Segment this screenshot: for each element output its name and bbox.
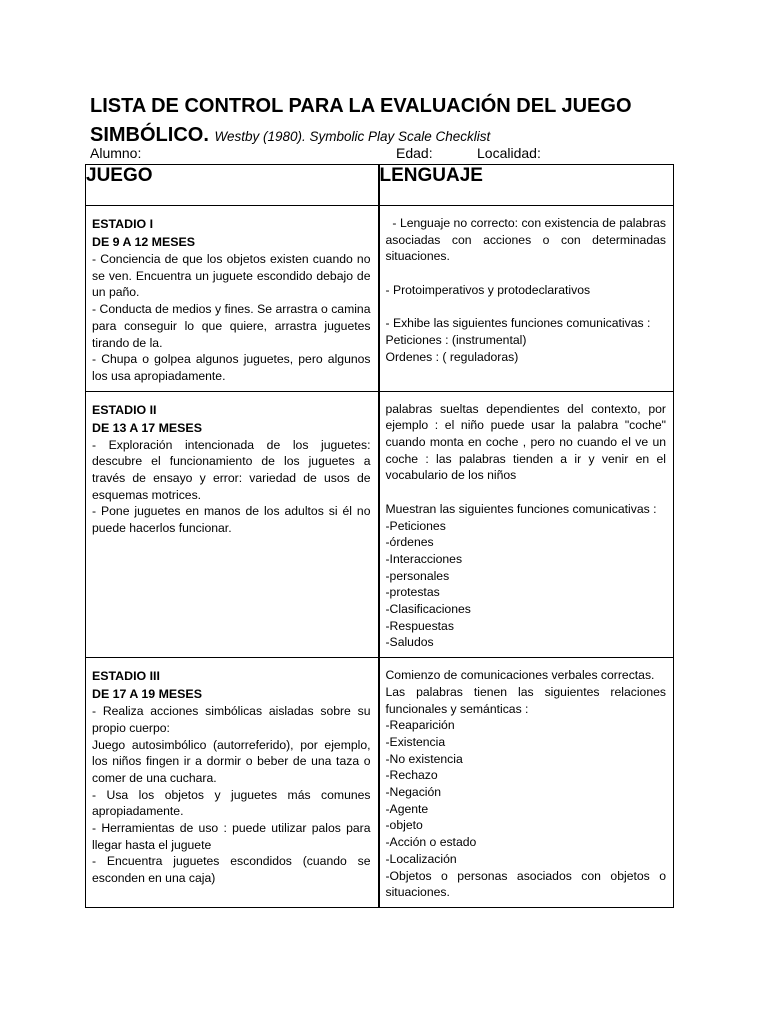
stage-1-name: ESTADIO I (92, 217, 154, 231)
list-item: -órdenes (385, 535, 434, 550)
table-row-stage-1 (86, 206, 674, 392)
stage-3-juego-item: - Herramientas de uso : puede utilizar palos para llegar hasta el juguete (92, 821, 371, 852)
subtitle-text: Westby (1980). Symbolic Play Scale Checklist (214, 129, 491, 144)
list-item: -Reaparición (385, 718, 455, 733)
stage-2-lenguaje-text: palabras sueltas dependientes del contexto, por ejemplo : el niño puede usar la palabra "coche" cuando monta en coche , pero no cuando el ve un coche : las palabras tienden a ir y venir en el vocabulario de los niños (385, 401, 666, 483)
stage-3-juego-item: - Encuentra juguetes escondidos (cuando se esconden en una caja) (92, 854, 371, 886)
table-row-stage-3 (86, 658, 674, 908)
list-item: -Clasificaciones (385, 602, 471, 617)
stage-3-juego-cell (86, 658, 379, 908)
stage-1-juego-item: - Chupa o golpea algunos juguetes, pero algunos los usa apropiadamente. (92, 352, 371, 383)
list-item: -personales (385, 568, 450, 583)
stage-1-lenguaje-cell (379, 206, 674, 392)
stage-2-age: DE 13 A 17 MESES (92, 420, 202, 435)
checklist-table (85, 164, 674, 908)
stage-1-lenguaje-text: - Lenguaje no correcto: con existencia de palabras asociadas con acciones o con determinadas situaciones. (385, 216, 670, 264)
list-item: -Acción o estado (385, 835, 477, 850)
stage-1-juego-cell (86, 206, 379, 392)
stage-3-juego-item: - Usa los objetos y juguetes más comunes apropiadamente. (92, 787, 371, 819)
stage-2-juego-item: - Exploración intencionada de los juguetes: descubre el funcionamiento de los juguetes a través de ensayo y error: variedad de usos de esquemas motrices. (92, 437, 371, 502)
list-item: -Agente (385, 801, 429, 816)
stage-1-lenguaje-text: - Protoimperativos y protodeclarativos (385, 282, 591, 297)
stage-1-lenguaje-text: - Exhibe las siguientes funciones comunicativas : (385, 316, 651, 331)
title-text: LISTA DE CONTROL PARA LA EVALUACIÓN DEL JUEGO SIMBÓLICO. (90, 95, 632, 146)
list-item: -Saludos (385, 635, 434, 650)
stage-3-name: ESTADIO III (92, 669, 160, 684)
list-item: -Interacciones (385, 551, 463, 566)
stage-1-lenguaje-text: Ordenes : ( reguladoras) (385, 349, 519, 364)
stage-2-lenguaje-text: Muestran las siguientes funciones comunicativas : (385, 501, 657, 516)
stage-3-lenguaje-text: Las palabras tienen las siguientes relaciones funcionales y semánticas : (385, 684, 666, 716)
edad-label: Edad: (396, 145, 433, 161)
document-title (90, 92, 690, 151)
list-item: -Negación (385, 785, 442, 800)
stage-1-lenguaje-text: Peticiones : (instrumental) (385, 332, 527, 347)
stage-2-juego-cell (86, 391, 379, 658)
localidad-label: Localidad: (477, 145, 541, 161)
list-item: -Localización (385, 851, 457, 866)
list-item: -Existencia (385, 734, 446, 749)
list-item: -protestas (385, 585, 440, 600)
column-header-juego: JUEGO (86, 165, 379, 206)
student-fields-row (90, 145, 680, 163)
list-item: -objeto (385, 818, 423, 833)
list-item: -Respuestas (385, 618, 454, 633)
table-header-row (86, 165, 674, 206)
column-header-lenguaje: LENGUAJE (379, 165, 674, 206)
alumno-label: Alumno: (90, 145, 142, 161)
stage-3-age: DE 17 A 19 MESES (92, 687, 202, 702)
stage-3-juego-item: Juego autosimbólico (autorreferido), por ejemplo, los niños fingen ir a dormir o beber de una taza o comer de una cuchara. (92, 737, 371, 785)
stage-3-lenguaje-text: Comienzo de comunicaciones verbales correctas. (385, 668, 655, 683)
stage-3-lenguaje-cell (379, 658, 674, 908)
list-item: -No existencia (385, 751, 463, 766)
stage-1-juego-item: - Conducta de medios y fines. Se arrastra o camina para conseguir lo que quiere, arrastra juguetes tirando de la. (92, 302, 371, 350)
stage-3-juego-item: - Realiza acciones simbólicas aisladas sobre su propio cuerpo: (92, 704, 371, 735)
list-item: -Peticiones (385, 518, 446, 533)
stage-1-juego-item: - Conciencia de que los objetos existen cuando no se ven. Encuentra un juguete escondido debajo de un paño. (92, 252, 371, 300)
stage-2-name: ESTADIO II (92, 402, 157, 417)
stage-1-age: DE 9 A 12 MESES (92, 235, 196, 249)
list-item: -Objetos o personas asociados con objetos o situaciones. (385, 868, 666, 900)
list-item: -Rechazo (385, 768, 438, 783)
table-row-stage-2 (86, 391, 674, 658)
stage-2-lenguaje-cell (379, 391, 674, 658)
stage-2-juego-item: - Pone juguetes en manos de los adultos si él no puede hacerlos funcionar. (92, 504, 371, 536)
